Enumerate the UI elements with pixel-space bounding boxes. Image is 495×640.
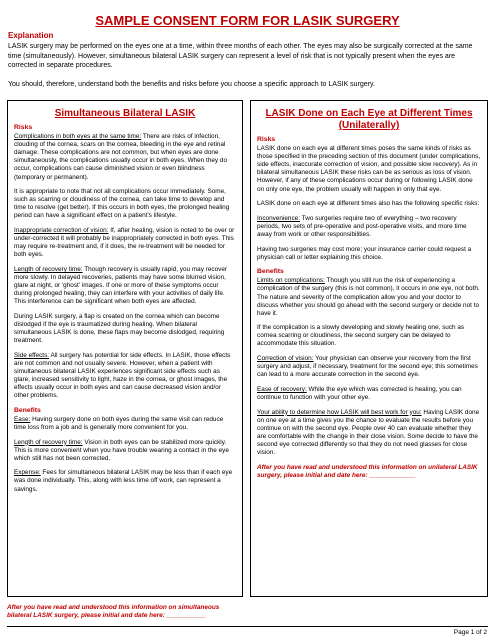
left-benefit-expense bbox=[14, 469, 236, 493]
explanation-advice: You should, therefore, understand both the benefits and risks before you choose a specific approach to LASIK surgery. bbox=[8, 81, 375, 88]
term-text: Though recovery is usually rapid, you may recover more slowly. In delayed recoveries, patients may have some blurred vision, glare at night, or 'ghost' images. If one or more of these symptoms occur during prolonged healing, they can interfere with your activities of daily life. This interference can be significant when both eyes are affected. bbox=[14, 265, 228, 306]
right-benefit-ease bbox=[257, 386, 481, 402]
left-benefits-heading: Benefits bbox=[14, 406, 41, 414]
term-label: Your ability to determine how LASIK will best work for you: bbox=[257, 408, 422, 416]
left-risk-correction bbox=[14, 227, 236, 259]
left-risk-note: It is appropriate to note that not all complications occur immediately. Some, such as scarring or cloudiness of the cornea, can take time to develop and time to resolve (get better). If this occurs in both eyes, the prolonged healing period can have a significant effect on a patient's lifestyle. bbox=[14, 188, 230, 220]
term-text: Having surgery done on both eyes during the same visit can reduce time loss from a job and is generally more convenient for you. bbox=[14, 415, 224, 431]
right-benefit-limits bbox=[257, 277, 481, 317]
right-column-title: LASIK Done on Each Eye at Different Times (Unilaterally) bbox=[265, 108, 473, 131]
term-text: Your physician can observe your recovery from the first surgery and adjust, if necessary, treatment for the second eye; this sometimes can lead to a more accurate correction in the second eye. bbox=[257, 355, 478, 379]
left-risks-heading: Risks bbox=[14, 124, 33, 131]
left-benefit-ease bbox=[14, 416, 236, 432]
term-label: Limits on complications: bbox=[257, 277, 325, 285]
term-text: While the eye which was corrected is healing, you can continue to function with your other eye. bbox=[257, 385, 462, 401]
term-label: Length of recovery time: bbox=[14, 438, 83, 446]
term-label: Inappropriate correction of vision: bbox=[14, 227, 109, 235]
right-risk-general: LASIK done on each eye at different times poses the same kinds of risks as those specified in the preceding section of this document (under complications, side effects, inaccurate correction of vision, and possible slow recovery). As in bilateral simultaneous LASIK these risks can be as serious as loss of vision. However, if any of these complications occur during or following LASIK done on only one eye, the problem usually will happen in only that eye. bbox=[257, 145, 481, 193]
right-benefit-correction bbox=[257, 355, 481, 379]
right-risk-inconvenience bbox=[257, 215, 481, 239]
simultaneous-bilateral-column bbox=[7, 100, 243, 597]
left-risk-side-effects bbox=[14, 352, 236, 401]
left-benefit-recovery bbox=[14, 439, 236, 463]
term-text: Vision in both eyes can be stabilized more quickly. This is more convenient when you have trouble wearing a contact in the eye which still has not been corrected. bbox=[14, 438, 229, 462]
term-label: Ease: bbox=[14, 415, 31, 423]
right-consent-initial-line[interactable]: After you have read and understood this information on unilateral LASIK surgery, please initial and date here: _____________ bbox=[257, 463, 478, 479]
explanation-heading: Explanation bbox=[8, 31, 54, 40]
term-text: Though you still run the risk of experiencing a complication of the surgery (this is not common), it occurs in one eye, not both. The nature and severity of the complication allow you and your doctor to discuss whether you should go ahead with the second surgery or decide not to have it. bbox=[257, 277, 480, 317]
term-text: All surgery has potential for side effects. In LASIK, those effects are not common and not usually severe. However, when a patient with simultaneous bilateral LASIK experiences significant side effects such as glare, increased sensitivity to light, haze in the cornea, or ghost images, the effects usually occur in both eyes and can cause decreased vision and/or other problems. bbox=[14, 351, 231, 400]
term-label: Side effects: bbox=[14, 351, 50, 359]
term-text: Having LASIK done on one eye at a time gives you the chance to evaluate the results before you continue on with the second eye. People over 40 can evaluate whether they are comfortable with the change in their close vision. Some decide to have the second eye corrected differently so that they do not need glasses for close vision. bbox=[257, 408, 480, 456]
term-text: There are risks of infection, clouding of the cornea, scars on the cornea, bleeding in the eye and retinal damage. These complications are not common, but when eyes are done simultaneously, the complications usually occur in both eyes. When they do occur, complications can cause diminished vision or even blindness (temporary or permanent). bbox=[14, 133, 228, 181]
term-label: Expense: bbox=[14, 469, 41, 477]
left-column-title: Simultaneous Bilateral LASIK bbox=[54, 108, 196, 119]
right-risk-cost: Having two surgeries may cost more; your insurance carrier could request a physician call or letter explaining this choice. bbox=[257, 245, 472, 261]
page-number: Page 1 of 2 bbox=[453, 629, 487, 636]
term-label: Length of recovery time: bbox=[14, 265, 83, 273]
term-text: Fees for simultaneous bilateral LASIK may be less than if each eye was done individually. This, along with less time off work, can represent a savings. bbox=[14, 469, 233, 493]
unilateral-column bbox=[250, 100, 488, 597]
left-risk-recovery bbox=[14, 266, 236, 306]
right-benefits-heading: Benefits bbox=[257, 268, 284, 276]
document-title: SAMPLE CONSENT FORM FOR LASIK SURGERY bbox=[95, 13, 400, 28]
left-consent-initial-line[interactable]: After you have read and understood this information on simultaneous bilateral LASIK surgery, please initial and date here: ___________ bbox=[7, 604, 220, 620]
left-risk-flap: During LASIK surgery, a flap is created on the cornea which can become dislodged if the eye is traumatized during healing. When bilateral simultaneous LASIK is done, these flaps may become dislodged, requiring treatment. bbox=[14, 312, 225, 345]
term-label: Ease of recovery: bbox=[257, 385, 307, 393]
term-label: Complications in both eyes at the same time: bbox=[14, 133, 142, 141]
right-risks-heading: Risks bbox=[257, 136, 276, 143]
right-risk-specific: LASIK done on each eye at different times also has the following specific risks: bbox=[257, 200, 480, 208]
term-text: Two surgeries require two of everything – two recovery periods, two sets of pre-operative and post-operative visits, and more time away from work or other responsibilities. bbox=[257, 214, 467, 238]
left-risk-complications bbox=[14, 133, 236, 182]
footer-divider bbox=[7, 626, 488, 627]
term-label: Inconvenience: bbox=[257, 214, 300, 222]
explanation-paragraph: LASIK surgery may be performed on the eyes one at a time, within three months of each other. The eyes may also be surgically corrected at the same time (simultaneously). However, simultaneous bilateral LASIK surgery can represent a level of risk that is not typically present when the eyes are corrected in separate procedures. bbox=[8, 43, 473, 69]
term-label: Correction of vision: bbox=[257, 355, 314, 363]
right-benefit-delay: If the complication is a slowly developing and slowly healing one, such as cornea scarring or cloudiness, the second surgery can be delayed to accommodate this situation. bbox=[257, 324, 465, 348]
term-text: If, after healing, vision is noted to be over or under-corrected it will probably be inappropriately corrected in both eyes. This may require re-treatment and, if it does, the re-treatment will be needed for both eyes. bbox=[14, 227, 235, 259]
right-benefit-evaluate bbox=[257, 409, 481, 458]
